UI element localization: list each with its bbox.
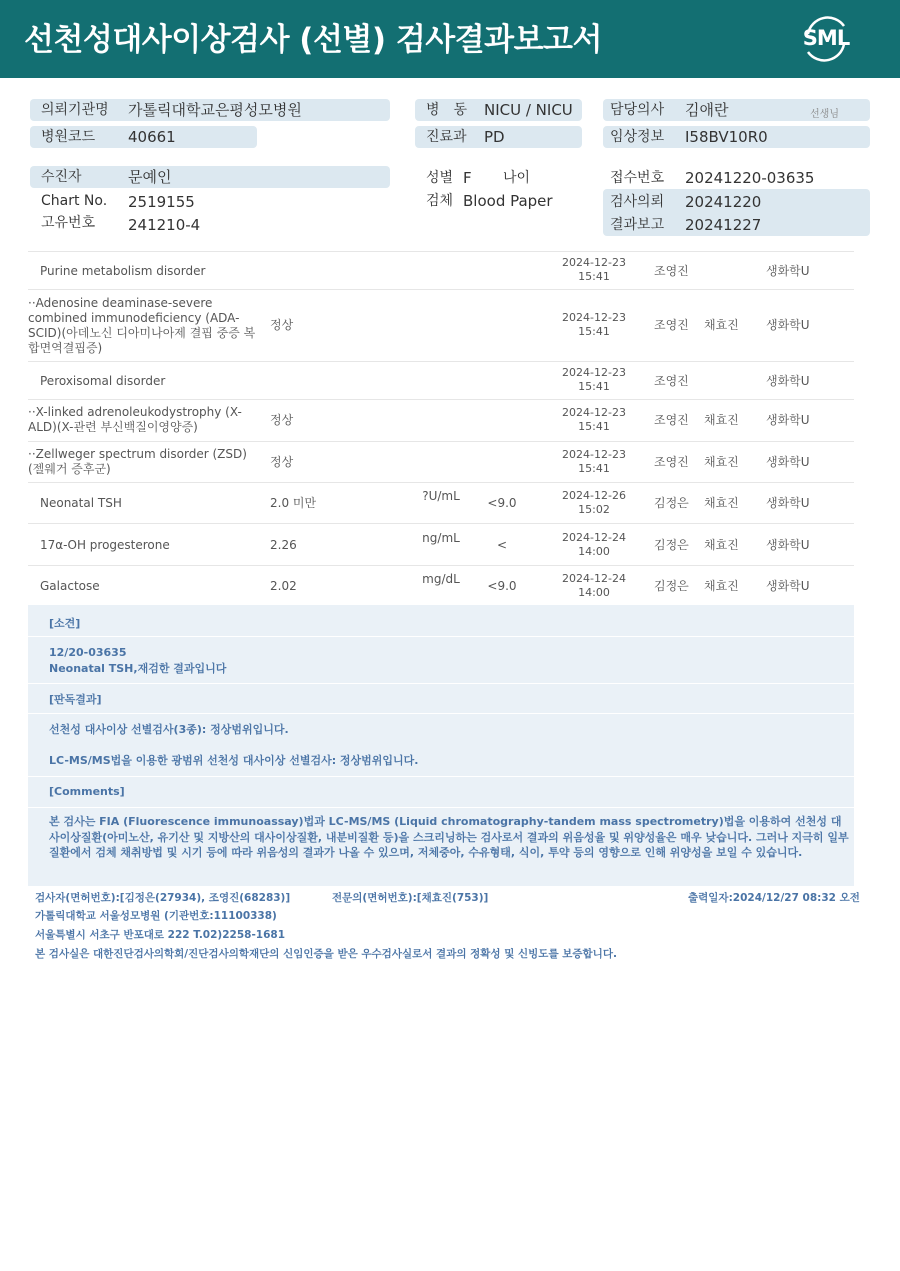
institution-label: 의뢰기관명 <box>41 102 109 118</box>
test-unit: mg/dL <box>422 572 460 586</box>
test-date: 2024-12-23 15:41 <box>562 448 626 475</box>
examiner: 김정은 <box>654 538 689 552</box>
reference-range: <9.0 <box>487 579 517 593</box>
request-label: 검사의뢰 <box>610 194 665 210</box>
test-result: 2.0 미만 <box>270 496 317 510</box>
department: 생화학U <box>766 318 810 332</box>
reviewer: 채효진 <box>704 496 739 510</box>
patient-value: 문예인 <box>128 168 172 186</box>
hospital-code-value: 40661 <box>128 128 176 146</box>
reference-range: < <box>496 538 508 552</box>
chart-label: Chart No. <box>41 193 108 209</box>
report-title: 선천성대사이상검사 (선별) 검사결과보고서 <box>24 22 602 58</box>
judgement-heading: [판독결과] <box>49 693 102 706</box>
footer-hospital: 가톨릭대학교 서울성모병원 (기관번호:11100338) <box>35 910 277 922</box>
notes-panel <box>28 605 854 886</box>
divider <box>28 776 854 777</box>
institution-value: 가톨릭대학교은평성모병원 <box>128 101 302 119</box>
comments-text: 본 검사는 FIA (Fluorescence immunoassay)법과 LC-MS/MS (Liquid chromatography-tandem mass spectrometry)법을 이용하여 선천성 대사이상질환(아미노산, 유기산 및 지방산의 대사이상질환, 내분비질환 등)을 스크리닝하는 검사로서 결과의 위음성율 및 위양성율은 매우 낮습니다. 그러나 지극히 일부질환에서 검체 채취방법 및 시기 등에 따라 위음성의 결과가 나올 수 있으며, 저체중아, 수유형태, 식이, 투약 등의 영향으로 인해 위양성을 보일 수 있습니다. <box>49 815 849 859</box>
test-date: 2024-12-23 15:41 <box>562 256 626 283</box>
finding-line-2: Neonatal TSH,재검한 결과입니다 <box>49 662 227 675</box>
reviewer: 채효진 <box>704 318 739 332</box>
table-row <box>28 252 854 290</box>
department: 생화학U <box>766 413 810 427</box>
test-result: 정상 <box>270 455 294 469</box>
table-row <box>28 524 854 566</box>
examiner: 김정은 <box>654 579 689 593</box>
examiner: 조영진 <box>654 318 689 332</box>
divider <box>28 683 854 684</box>
results-table <box>28 251 854 599</box>
report-header <box>0 0 900 78</box>
finding-heading: [소견] <box>49 617 81 630</box>
receipt-value: 20241220-03635 <box>685 169 815 187</box>
specimen-value: Blood Paper <box>463 192 553 210</box>
clinical-value: I58BV10R0 <box>685 128 768 146</box>
test-date: 2024-12-24 14:00 <box>562 572 626 599</box>
department: 생화학U <box>766 455 810 469</box>
reviewer: 채효진 <box>704 413 739 427</box>
department: 생화학U <box>766 264 810 278</box>
test-name: ··Zellweger spectrum disorder (ZSD)(젤웨거 증후군) <box>28 447 247 476</box>
divider <box>28 713 854 714</box>
specimen-label: 검체 <box>426 193 454 209</box>
age-label: 나이 <box>503 170 531 186</box>
doctor-value: 김애란 <box>685 101 729 119</box>
divider <box>28 636 854 637</box>
examiner: 조영진 <box>654 455 689 469</box>
footer-examiners: 검사자(면허번호):[김정은(27934), 조영진(68283)] <box>35 892 291 904</box>
sml-logo <box>798 12 854 66</box>
footer-printed-date: 출력일자:2024/12/27 08:32 오전 <box>688 892 860 904</box>
dept-label: 진료과 <box>426 129 467 145</box>
test-name: Galactose <box>40 579 100 593</box>
table-row <box>28 362 854 400</box>
reviewer: 채효진 <box>704 538 739 552</box>
examiner: 조영진 <box>654 264 689 278</box>
test-date: 2024-12-24 14:00 <box>562 531 626 558</box>
divider <box>28 807 854 808</box>
table-row <box>28 400 854 442</box>
test-name: Purine metabolism disorder <box>40 264 206 278</box>
test-date: 2024-12-26 15:02 <box>562 489 626 516</box>
test-result: 2.26 <box>270 538 297 552</box>
examiner: 김정은 <box>654 496 689 510</box>
dept-value: PD <box>484 128 505 146</box>
unique-label: 고유번호 <box>41 215 96 231</box>
reference-range: <9.0 <box>487 496 517 510</box>
test-result: 정상 <box>270 413 294 427</box>
chart-value: 2519155 <box>128 193 195 211</box>
report-value: 20241227 <box>685 216 762 234</box>
examiner: 조영진 <box>654 374 689 388</box>
ward-value: NICU / NICU <box>484 101 573 119</box>
table-row <box>28 566 854 606</box>
logo-text: SML <box>802 26 850 50</box>
examiner: 조영진 <box>654 413 689 427</box>
test-unit: ?U/mL <box>422 489 460 503</box>
test-result: 정상 <box>270 318 294 332</box>
hospital-code-label: 병원코드 <box>41 129 96 145</box>
clinical-label: 임상정보 <box>610 129 665 145</box>
report-label: 결과보고 <box>610 217 665 233</box>
table-row <box>28 442 854 483</box>
test-name: 17α-OH progesterone <box>40 538 170 552</box>
test-name: ··Adenosine deaminase-severe combined immunodeficiency (ADA-SCID)(아데노신 디아미나아제 결핍 중증 복합면역결핍증) <box>28 296 256 355</box>
table-row <box>28 290 854 362</box>
test-name: Peroxisomal disorder <box>40 374 166 388</box>
patient-label: 수진자 <box>41 169 82 185</box>
test-result: 2.02 <box>270 579 297 593</box>
table-row <box>28 483 854 524</box>
sex-value: F <box>463 169 472 187</box>
comments-heading: [Comments] <box>49 785 125 798</box>
patient-pill <box>30 166 390 188</box>
test-name: ··X-linked adrenoleukodystrophy (X-ALD)(X-관련 부신백질이영양증) <box>28 405 242 434</box>
test-date: 2024-12-23 15:41 <box>562 366 626 393</box>
department: 생화학U <box>766 374 810 388</box>
footer-address: 서울특별시 서초구 반포대로 222 T.02)2258-1681 <box>35 929 286 941</box>
reviewer: 채효진 <box>704 579 739 593</box>
ward-label: 병 동 <box>426 102 468 118</box>
test-unit: ng/mL <box>422 531 460 545</box>
department: 생화학U <box>766 538 810 552</box>
test-date: 2024-12-23 15:41 <box>562 406 626 433</box>
sex-label: 성별 <box>426 170 454 186</box>
footer-certification: 본 검사실은 대한진단검사의학회/진단검사의학재단의 신임인증을 받은 우수검사실로서 결과의 정확성 및 신빙도를 보증합니다. <box>35 948 617 960</box>
reviewer: 채효진 <box>704 455 739 469</box>
test-date: 2024-12-23 15:41 <box>562 311 626 338</box>
receipt-label: 접수번호 <box>610 170 665 186</box>
department: 생화학U <box>766 579 810 593</box>
unique-value: 241210-4 <box>128 216 201 234</box>
finding-line-1: 12/20-03635 <box>49 646 127 659</box>
request-value: 20241220 <box>685 193 762 211</box>
judgement-line-1: 선천성 대사이상 선별검사(3종): 정상범위입니다. <box>49 723 289 736</box>
judgement-line-2: LC-MS/MS법을 이용한 광범위 선천성 대사이상 선별검사: 정상범위입니다. <box>49 754 419 767</box>
department: 생화학U <box>766 496 810 510</box>
footer-specialist: 전문의(면허번호):[채효진(753)] <box>332 892 489 904</box>
doctor-label: 담당의사 <box>610 102 665 118</box>
test-name: Neonatal TSH <box>40 496 122 510</box>
doctor-suffix: 선생님 <box>810 109 839 120</box>
